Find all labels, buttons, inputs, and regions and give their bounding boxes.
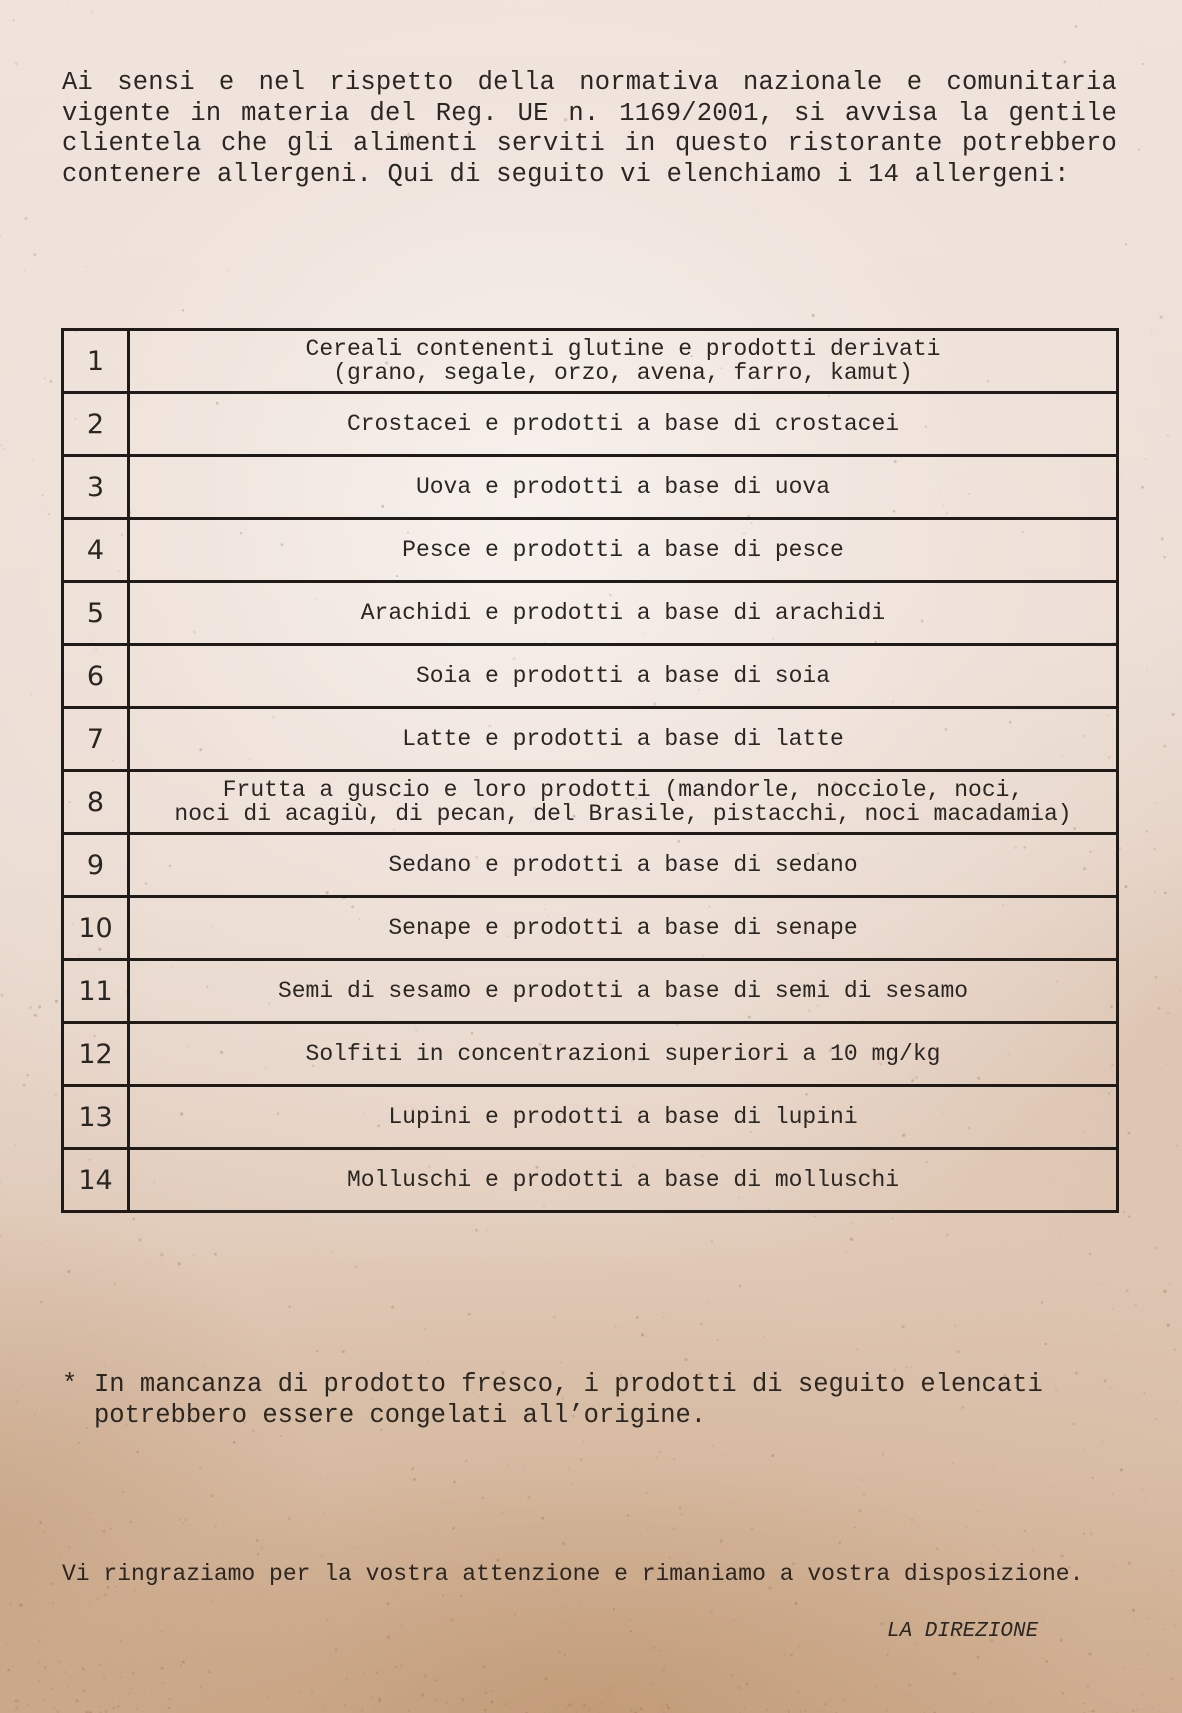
allergen-row [63, 582, 1118, 645]
allergen-description [129, 393, 1118, 456]
allergen-number: 11 [63, 960, 129, 1023]
allergen-description [129, 645, 1118, 708]
allergen-description-line: Lupini e prodotti a base di lupini [388, 1104, 858, 1130]
allergen-description-line: Latte e prodotti a base di latte [402, 726, 844, 752]
allergen-row [63, 708, 1118, 771]
allergen-description-line: Semi di sesamo e prodotti a base di semi di sesamo [277, 978, 969, 1004]
allergen-number: 1 [63, 330, 129, 393]
allergen-row [63, 456, 1118, 519]
allergen-description [129, 708, 1118, 771]
allergen-number: 4 [63, 519, 129, 582]
allergen-row [63, 960, 1118, 1023]
allergen-description-line: Uova e prodotti a base di uova [415, 474, 831, 500]
allergen-row [63, 771, 1118, 834]
allergen-row [63, 1149, 1118, 1212]
allergen-description-line: Frutta a guscio e loro prodotti (mandorle, nocciole, noci, [222, 777, 1024, 803]
allergen-description [129, 1086, 1118, 1149]
allergen-description [129, 1149, 1118, 1212]
allergen-description-line: (grano, segale, orzo, avena, farro, kamut) [333, 360, 913, 386]
allergen-row [63, 330, 1118, 393]
allergen-number: 6 [63, 645, 129, 708]
allergen-description [129, 771, 1118, 834]
allergen-number: 13 [63, 1086, 129, 1149]
allergen-description-line: Pesce e prodotti a base di pesce [402, 537, 844, 563]
allergen-row [63, 1023, 1118, 1086]
allergen-number: 8 [63, 771, 129, 834]
allergen-row [63, 1086, 1118, 1149]
allergen-row [63, 393, 1118, 456]
signature: LA DIREZIONE [887, 1620, 1039, 1643]
allergen-number: 7 [63, 708, 129, 771]
allergen-number: 5 [63, 582, 129, 645]
allergen-description [129, 834, 1118, 897]
thanks-message: Vi ringraziamo per la vostra attenzione e rimaniamo a vostra disposizione. [62, 1561, 1084, 1587]
allergen-number: 12 [63, 1023, 129, 1086]
allergen-number: 2 [63, 393, 129, 456]
allergen-description-line: noci di acagiù, di pecan, del Brasile, pistacchi, noci macadamia) [174, 801, 1072, 827]
allergen-description [129, 330, 1118, 393]
allergen-description [129, 960, 1118, 1023]
allergen-description-line: Sedano e prodotti a base di sedano [388, 852, 858, 878]
allergen-description [129, 897, 1118, 960]
note-text: In mancanza di prodotto fresco, i prodotti di seguito elencati potrebbero essere congelati all’origine. [94, 1370, 1043, 1430]
allergen-number: 3 [63, 456, 129, 519]
allergen-description [129, 456, 1118, 519]
allergen-description [129, 582, 1118, 645]
allergen-table [61, 328, 1119, 1213]
allergen-number: 9 [63, 834, 129, 897]
allergen-row [63, 897, 1118, 960]
allergen-number: 14 [63, 1149, 129, 1212]
allergen-description-line: Cereali contenenti glutine e prodotti derivati [305, 336, 941, 362]
allergen-description-line: Crostacei e prodotti a base di crostacei [346, 411, 900, 437]
allergen-row [63, 645, 1118, 708]
intro-paragraph: Ai sensi e nel rispetto della normativa nazionale e comunitaria vigente in materia del Reg. UE n. 1169/2001, si avvisa la gentile clientela che gli alimenti serviti in questo ristorante potrebbero contenere allergeni. Qui di seguito vi elenchiamo i 14 allergeni: [62, 68, 1117, 189]
allergen-number: 10 [63, 897, 129, 960]
note-asterisk: * [62, 1370, 78, 1399]
allergen-description-line: Arachidi e prodotti a base di arachidi [360, 600, 886, 626]
allergen-description-line: Molluschi e prodotti a base di molluschi [346, 1167, 900, 1193]
frozen-products-note [62, 1370, 1122, 1431]
allergen-description-line: Solfiti in concentrazioni superiori a 10 mg/kg [305, 1041, 941, 1067]
allergen-description-line: Senape e prodotti a base di senape [388, 915, 858, 941]
allergen-description-line: Soia e prodotti a base di soia [415, 663, 831, 689]
allergen-description [129, 1023, 1118, 1086]
allergen-description [129, 519, 1118, 582]
allergen-row [63, 519, 1118, 582]
allergen-row [63, 834, 1118, 897]
